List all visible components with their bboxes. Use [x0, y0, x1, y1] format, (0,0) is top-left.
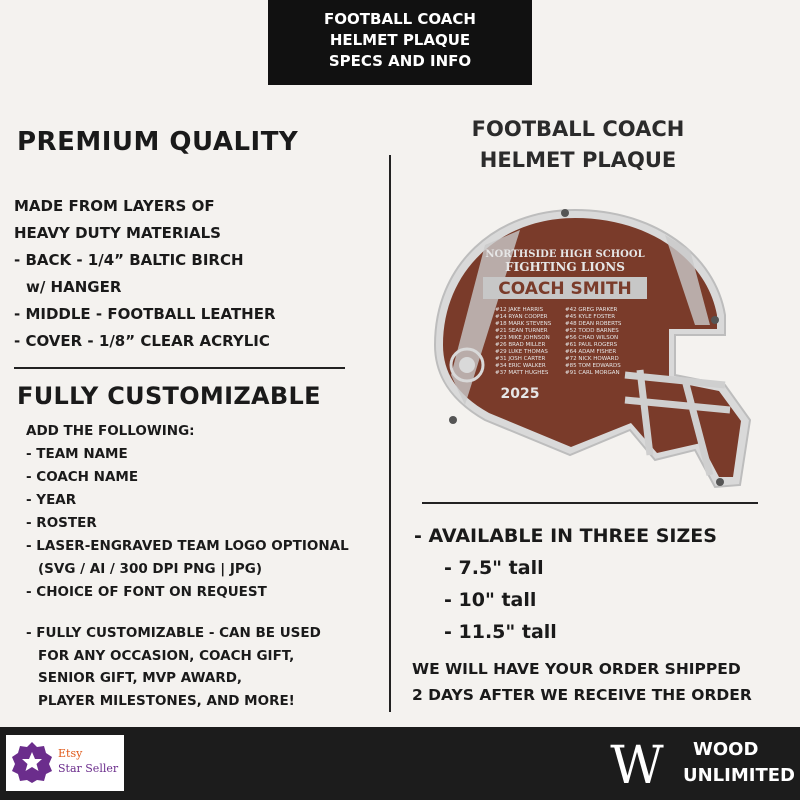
svg-text:#91 CARL MORGAN: #91 CARL MORGAN: [565, 370, 620, 376]
product-title-line-1: FOOTBALL COACH: [471, 117, 685, 141]
svg-text:#42 GREG PARKER: #42 GREG PARKER: [565, 307, 618, 313]
wood-unlimited-logo-icon: [602, 737, 672, 791]
size-option: - 7.5" tall: [444, 557, 544, 579]
svg-text:W: W: [610, 737, 664, 791]
svg-text:#64 ADAM FISHER: #64 ADAM FISHER: [565, 349, 617, 355]
shipping-notice: [412, 656, 752, 708]
helmet-plaque-image: [425, 205, 755, 490]
plaque-year: 2025: [500, 386, 540, 402]
shipping-line-1: WE WILL HAVE YOUR ORDER SHIPPED: [412, 660, 741, 678]
materials-line: HEAVY DUTY MATERIALS: [14, 224, 221, 242]
customization-item: ADD THE FOLLOWING:: [26, 423, 195, 439]
svg-text:#52 TODD BARNES: #52 TODD BARNES: [565, 328, 619, 334]
size-option: - 11.5" tall: [444, 621, 557, 643]
materials-line: - COVER - 1/8” CLEAR ACRYLIC: [14, 332, 270, 350]
materials-line: - MIDDLE - FOOTBALL LEATHER: [14, 305, 276, 323]
note-line: PLAYER MILESTONES, AND MORE!: [38, 692, 295, 709]
occasion-note: [26, 622, 321, 712]
banner-line-3: SPECS AND INFO: [328, 52, 472, 70]
materials-list: [14, 193, 276, 355]
left-divider: [14, 367, 345, 369]
customization-item: - TEAM NAME: [26, 446, 128, 462]
customization-list: [26, 420, 349, 604]
star-seller-label: Star Seller: [58, 762, 119, 775]
brand-line-1: WOOD: [693, 739, 759, 760]
svg-text:#29 LUKE THOMAS: #29 LUKE THOMAS: [495, 349, 548, 355]
fully-customizable-heading: FULLY CUSTOMIZABLE: [17, 382, 321, 410]
brand-line-2: UNLIMITED: [683, 765, 795, 786]
right-divider: [422, 502, 758, 504]
customization-item: - ROSTER: [26, 515, 97, 531]
plaque-roster-left: [495, 307, 552, 376]
customization-item: - YEAR: [26, 492, 77, 508]
svg-text:#37 MATT HUGHES: #37 MATT HUGHES: [495, 370, 549, 376]
banner-line-2: HELMET PLAQUE: [329, 31, 471, 49]
sizes-section: [414, 520, 717, 648]
etsy-label: Etsy: [58, 747, 83, 760]
brand-name: [683, 737, 795, 789]
size-option: - 10" tall: [444, 589, 537, 611]
customization-item: - LASER-ENGRAVED TEAM LOGO OPTIONAL: [26, 538, 349, 554]
materials-line: MADE FROM LAYERS OF: [14, 197, 215, 215]
svg-text:#72 NICK HOWARD: #72 NICK HOWARD: [565, 356, 619, 362]
note-line: - FULLY CUSTOMIZABLE - CAN BE USED: [26, 625, 321, 641]
svg-text:#26 BRAD MILLER: #26 BRAD MILLER: [495, 342, 546, 348]
plaque-coach: COACH SMITH: [498, 279, 632, 299]
footer-bar: [0, 727, 800, 800]
svg-text:#14 RYAN COOPER: #14 RYAN COOPER: [495, 314, 548, 320]
center-divider: [389, 155, 391, 712]
materials-line: - BACK - 1/4” BALTIC BIRCH: [14, 251, 244, 269]
premium-quality-heading: PREMIUM QUALITY: [17, 127, 299, 157]
plaque-school: NORTHSIDE HIGH SCHOOL: [485, 249, 645, 260]
svg-text:#18 MARK STEVENS: #18 MARK STEVENS: [495, 321, 552, 327]
customization-item: - CHOICE OF FONT ON REQUEST: [26, 584, 267, 600]
plaque-team: FIGHTING LIONS: [505, 260, 625, 274]
svg-text:#56 CHAD WILSON: #56 CHAD WILSON: [565, 335, 619, 341]
star-seller-badge-icon: [11, 741, 53, 783]
svg-text:#31 JOSH CARTER: #31 JOSH CARTER: [495, 356, 546, 362]
customization-item: (SVG / AI / 300 DPI PNG | JPG): [38, 561, 263, 577]
svg-text:#34 ERIC WALKER: #34 ERIC WALKER: [495, 363, 546, 369]
svg-text:#45 KYLE FOSTER: #45 KYLE FOSTER: [565, 314, 616, 320]
svg-text:#61 PAUL ROGERS: #61 PAUL ROGERS: [565, 342, 618, 348]
customization-item: - COACH NAME: [26, 469, 139, 485]
product-title: [420, 114, 736, 176]
note-line: SENIOR GIFT, MVP AWARD,: [38, 670, 243, 686]
banner-line-1: FOOTBALL COACH: [324, 10, 476, 28]
plaque-roster-right: [565, 307, 622, 376]
svg-text:#48 DEAN ROBERTS: #48 DEAN ROBERTS: [565, 321, 622, 327]
sizes-heading: - AVAILABLE IN THREE SIZES: [414, 525, 717, 547]
product-title-line-2: HELMET PLAQUE: [479, 148, 677, 172]
etsy-star-seller-badge: [6, 735, 124, 791]
shipping-line-2: 2 DAYS AFTER WE RECEIVE THE ORDER: [412, 686, 752, 704]
note-line: FOR ANY OCCASION, COACH GIFT,: [38, 647, 295, 664]
svg-text:#85 TOM EDWARDS: #85 TOM EDWARDS: [565, 363, 621, 369]
svg-text:#21 SEAN TURNER: #21 SEAN TURNER: [495, 328, 548, 334]
materials-line: w/ HANGER: [26, 278, 122, 296]
header-banner: [268, 0, 532, 85]
svg-text:#12 JAKE HARRIS: #12 JAKE HARRIS: [495, 307, 544, 313]
svg-text:#23 MIKE JOHNSON: #23 MIKE JOHNSON: [495, 335, 550, 341]
